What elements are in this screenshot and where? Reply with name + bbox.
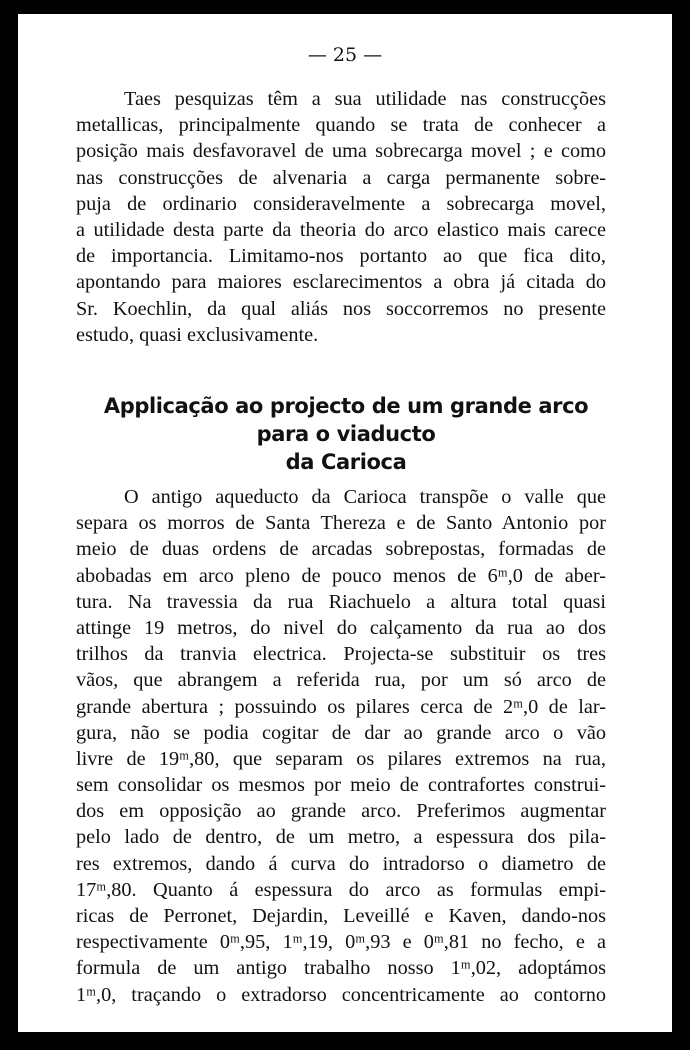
text-line: sem consolidar os mesmos por meio de contrafortes construi- xyxy=(76,774,606,797)
section-heading xyxy=(76,392,616,476)
text-line: tura. Na travessia da rua Riachuelo a altura total quasi xyxy=(76,590,606,613)
text-line: attinge 19 metros, do nivel do calçamento da rua ao dos xyxy=(76,616,606,639)
text-line: formula de um antigo trabalho nosso 1ᵐ,02, adoptámos xyxy=(76,957,606,980)
text-line: separa os morros de Santa Thereza e de Santo Antonio por xyxy=(76,512,606,535)
page-number: — 25 — xyxy=(307,44,383,66)
paragraph-aqueduct xyxy=(76,484,606,1008)
text-line: vãos, que abrangem a referida rua, por um só arco de xyxy=(76,669,606,692)
text-line: meio de duas ordens de arcadas sobrepostas, formadas de xyxy=(76,538,606,561)
book-page xyxy=(18,14,672,1032)
text-line: 17ᵐ,80. Quanto á espessura do arco as formulas empi- xyxy=(76,878,606,901)
text-line: abobadas em arco pleno de pouco menos de 6ᵐ,0 de aber- xyxy=(76,564,606,587)
heading-line: Applicação ao projecto de um grande arco para o viaducto xyxy=(103,394,589,446)
text-line: O antigo aqueducto da Carioca transpõe o valle que xyxy=(124,486,606,508)
text-line: gura, não se podia cogitar de dar ao grande arco o vão xyxy=(76,721,606,744)
text-line: res extremos, dando á curva do intradorso o diametro de xyxy=(76,852,606,875)
text-line: livre de 19ᵐ,80, que separam os pilares extremos na rua, xyxy=(76,747,606,770)
text-line: Taes pesquizas têm a sua utilidade nas construcções xyxy=(124,88,606,110)
text-line: trilhos da tranvia electrica. Projecta-se substituir os tres xyxy=(76,643,606,666)
text-line: 1ᵐ,0, traçando o extradorso concentricamente ao contorno xyxy=(76,983,606,1006)
paragraph-intro xyxy=(76,86,606,348)
text-line: dos em opposição ao grande arco. Preferimos augmentar xyxy=(76,800,606,823)
heading-line: da Carioca xyxy=(285,450,407,474)
text-line: apontando para maiores esclarecimentos a obra já citada do xyxy=(76,271,606,294)
text-line: Sr. Koechlin, da qual aliás nos soccorremos no presente xyxy=(76,297,606,320)
text-line: de importancia. Limitamo-nos portanto ao que fica dito, xyxy=(76,245,606,268)
text-line: ricas de Perronet, Dejardin, Leveillé e Kaven, dando-nos xyxy=(76,905,606,927)
text-line: nas construcções de alvenaria a carga permanente sobre- xyxy=(76,166,606,189)
text-line: grande abertura ; possuindo os pilares cerca de 2ᵐ,0 de lar- xyxy=(76,695,606,718)
text-line: posição mais desfavoravel de uma sobrecarga movel ; e como xyxy=(76,140,606,163)
text-line: puja de ordinario consideravelmente a sobrecarga movel, xyxy=(76,192,606,215)
text-line: respectivamente 0ᵐ,95, 1ᵐ,19, 0ᵐ,93 e 0ᵐ,81 no fecho, e a xyxy=(76,931,606,954)
text-line: metallicas, principalmente quando se trata de conhecer a xyxy=(76,114,606,137)
text-line: pelo lado de dentro, de um metro, a espessura dos pila- xyxy=(76,826,606,849)
text-line: a utilidade desta parte da theoria do arco elastico mais carece xyxy=(76,218,606,241)
text-line: estudo, quasi exclusivamente. xyxy=(76,323,319,346)
